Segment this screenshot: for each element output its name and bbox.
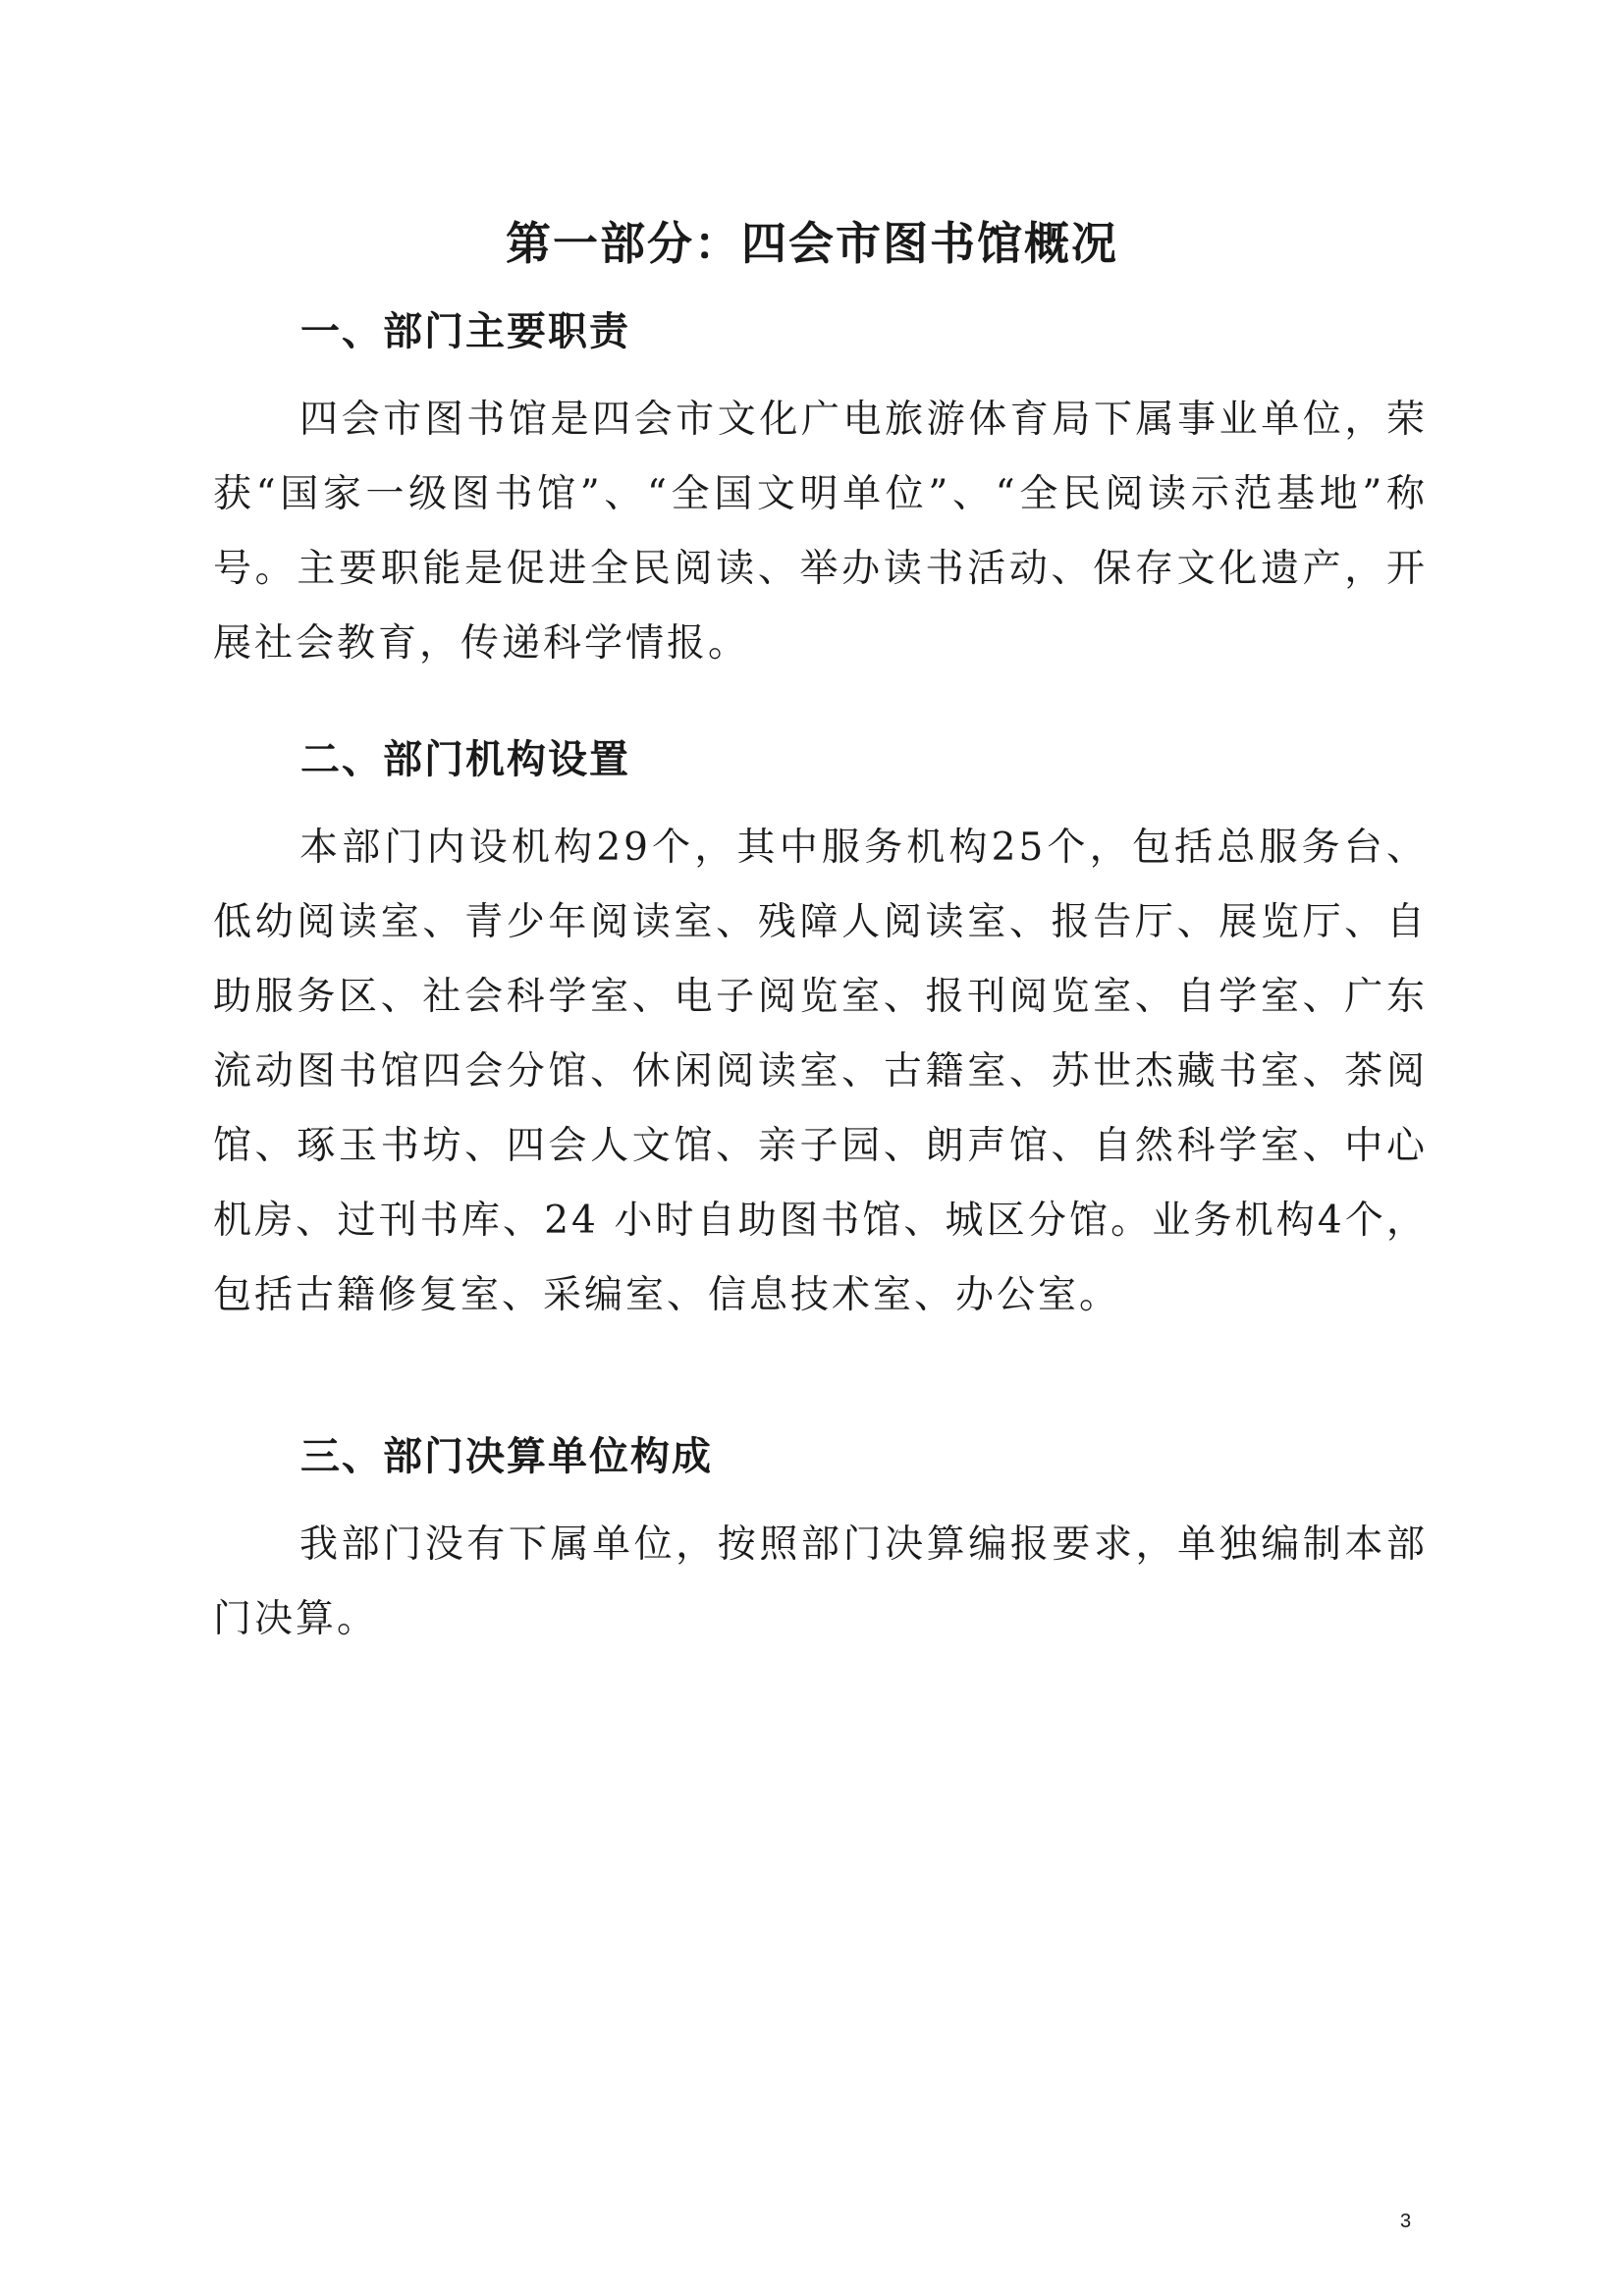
page-title: 第一部分：四会市图书馆概况 — [506, 217, 1118, 270]
section-paragraph-budget-units: 我部门没有下属单位，按照部门决算编报要求，单独编制本部门决算。 — [213, 1522, 1428, 1641]
section-paragraph-main-duties: 四会市图书馆是四会市文化广电旅游体育局下属事业单位，荣获“国家一级图书馆”、“全国文明单位”、“全民阅读示范基地”称号。主要职能是促进全民阅读、举办读书活动、保存文化遗产，开展社会教育，传递科学情报。 — [213, 398, 1428, 666]
section-heading-organization: 二、部门机构设置 — [300, 736, 630, 782]
section-paragraph-organization: 本部门内设机构29个，其中服务机构25个，包括总服务台、低幼阅读室、青少年阅读室、残障人阅读室、报告厅、展览厅、自助服务区、社会科学室、电子阅览室、报刊阅览室、自学室、广东流动图书馆四会分馆、休闲阅读室、古籍室、苏世杰藏书室、茶阅馆、琢玉书坊、四会人文馆、亲子园、朗声馆、自然科学室、中心机房、过刊书库、24 小时自助图书馆、城区分馆。业务机构4个，包括古籍修复室、采编室、信息技术室、办公室。 — [213, 826, 1428, 1317]
page-number: 3 — [1400, 2211, 1412, 2232]
section-heading-main-duties: 一、部门主要职责 — [300, 308, 630, 354]
section-heading-budget-units: 三、部门决算单位构成 — [300, 1433, 713, 1479]
